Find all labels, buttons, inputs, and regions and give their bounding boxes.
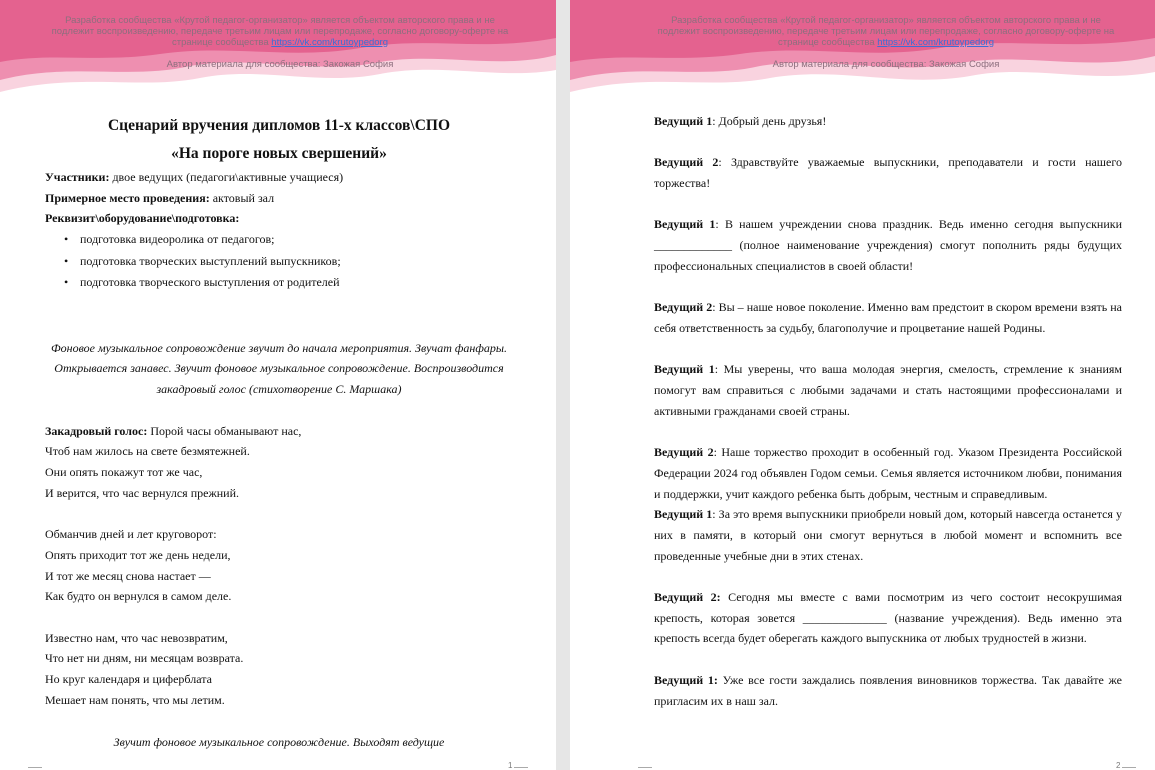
page-number: 1 bbox=[508, 761, 513, 770]
document-title: Сценарий вручения дипломов 11-х классов\СПО bbox=[107, 117, 451, 134]
poem bbox=[45, 421, 513, 711]
speaker-label: Ведущий 2 bbox=[654, 300, 713, 315]
list-item: • подготовка творческого выступления от родителей bbox=[80, 272, 513, 294]
participants-value: двое ведущих (педагоги\активные учащиеся) bbox=[109, 170, 344, 184]
closing-stage-direction: Звучит фоновое музыкальное сопровождение. Выходят ведущие bbox=[113, 734, 445, 749]
community-link[interactable]: https://vk.com/krutoypedorg bbox=[271, 37, 388, 48]
speaker-label: Ведущий 1 bbox=[654, 114, 713, 128]
poem-line: Что нет ни дням, ни месяцам возврата. bbox=[45, 651, 244, 666]
page-1-content bbox=[45, 116, 513, 752]
place-label: Примерное место проведения: bbox=[45, 190, 210, 205]
stage-direction: Фоновое музыкальное сопровождение звучит до начала мероприятия. Звучат фанфары. Открывается занавес. Звучит фоновое музыкальное сопровождение. Воспроизводится закадровый голос (стихотворение С. Маршака) bbox=[50, 340, 508, 397]
participants-label: Участники: bbox=[45, 170, 110, 184]
event-meta bbox=[45, 167, 513, 229]
dialogue-paragraph bbox=[654, 587, 1122, 649]
speaker-label: Ведущий 2 bbox=[654, 155, 719, 170]
poem-stanza-3 bbox=[45, 628, 513, 711]
poem-stanza-2 bbox=[45, 524, 513, 607]
dialogue-text: : Мы уверены, что ваша молодая энергия, смелость, стремление к знаниям помогут вам справиться с любыми задачами и стать настоящими профессионалами и активными гражданами своей страны. bbox=[654, 362, 1123, 418]
dialogue-text: : За это время выпускники приобрели новый дом, который навсегда останется у них в памяти, в который они смогут вернуться в любой момент и вспомнить все проведенные учебные дни в этих стенах. bbox=[654, 507, 1122, 563]
speaker-label: Ведущий 1 bbox=[654, 362, 715, 377]
dialogue-paragraph bbox=[654, 214, 1122, 276]
poem-line: Чтоб нам жилось на свете безмятежней. bbox=[45, 444, 250, 459]
page-corner-mark bbox=[28, 767, 42, 768]
list-item: • подготовка видеоролика от педагогов; bbox=[80, 229, 513, 251]
document-page-1 bbox=[0, 0, 556, 770]
author-credit: Автор материала для сообщества: Закожая София bbox=[166, 59, 394, 70]
dialogue-text: : Наше торжество проходит в особенный год. Указом Президента Российской Федерации 2024 год объявлен Годом семьи. Семья является источником любви, понимания и поддержки, учит каждого ребенка быть добрым, честным и справедливым. bbox=[654, 445, 1122, 501]
poem-line: И тот же месяц снова настает — bbox=[45, 568, 211, 583]
dialogue-text: Сегодня мы вместе с вами посмотрим из чего состоит несокрушимая крепость, которая зовется ______________ (название учреждения). Ведь именно эта крепость всегда будет оберегать каждого выпускника от любых трудностей в жизни. bbox=[654, 590, 1122, 646]
poem-line: И верится, что час вернулся прежний. bbox=[45, 485, 240, 500]
speaker-label: Ведущий 1: bbox=[654, 672, 718, 687]
dialogue-text: : Вы – наше новое поколение. Именно вам предстоит в скором времени взять на себя ответственность за судьбу, благополучие и процветание нашей Родины. bbox=[654, 300, 1122, 335]
page-corner-mark bbox=[638, 767, 652, 768]
props-label: Реквизит\оборудование\подготовка: bbox=[45, 211, 240, 226]
dialogue-text: : Здравствуйте уважаемые выпускники, преподаватели и гости нашего торжества! bbox=[654, 155, 1122, 191]
copyright-notice bbox=[656, 15, 1116, 48]
voice-label: Закадровый голос: bbox=[45, 423, 148, 438]
poem-line: Они опять покажут тот же час, bbox=[45, 465, 203, 480]
document-subtitle: «На пороге новых свершений» bbox=[171, 145, 387, 162]
dialogue-paragraph bbox=[654, 442, 1122, 504]
poem-line: Но круг календаря и циферблата bbox=[45, 672, 212, 687]
copyright-text: Разработка сообщества «Крутой педагог-организатор» является объектом авторского права и не подлежит воспроизведению, передаче третьим лицам или перепродаже, согласно договору-оферте на странице сообщества bbox=[657, 15, 1115, 48]
poem-line bbox=[45, 421, 513, 442]
place-line bbox=[45, 188, 513, 209]
dialogue-paragraph bbox=[654, 152, 1122, 193]
dialogue-text: Уже все гости заждались появления виновников торжества. Так давайте же пригласим их в наш зал. bbox=[654, 672, 1122, 708]
poem-line: Мешает нам понять, что мы летим. bbox=[45, 692, 225, 707]
props-list bbox=[45, 229, 513, 294]
props-line bbox=[45, 208, 513, 229]
dialogue-text: : Добрый день друзья! bbox=[712, 114, 827, 128]
dialogue-paragraph bbox=[654, 670, 1122, 711]
list-item: • подготовка творческих выступлений выпускников; bbox=[80, 251, 513, 273]
speaker-label: Ведущий 2: bbox=[654, 590, 721, 605]
copyright-notice bbox=[50, 15, 510, 48]
participants-line bbox=[45, 167, 513, 188]
author-credit: Автор материала для сообщества: Закожая София bbox=[772, 59, 1000, 70]
poem-line: Как будто он вернулся в самом деле. bbox=[45, 589, 232, 604]
dialogue-paragraph bbox=[654, 359, 1122, 421]
copyright-text: Разработка сообщества «Крутой педагог-организатор» является объектом авторского права и не подлежит воспроизведению, передаче третьим лицам или перепродаже, согласно договору-оферте на странице сообщества bbox=[51, 15, 509, 48]
speaker-label: Ведущий 1 bbox=[654, 507, 713, 522]
poem-line-text: Порой часы обманывают нас, bbox=[147, 423, 302, 438]
page-2-content bbox=[654, 111, 1122, 732]
page-corner-mark bbox=[514, 767, 528, 768]
page-number: 2 bbox=[1116, 761, 1121, 770]
dialogue-paragraph bbox=[654, 111, 1122, 132]
speaker-label: Ведущий 1 bbox=[654, 217, 716, 232]
community-link[interactable]: https://vk.com/krutoypedorg bbox=[877, 37, 994, 48]
page-corner-mark bbox=[1122, 767, 1136, 768]
dialogue-text: : В нашем учреждении снова праздник. Ведь именно сегодня выпускники _____________ (полное наименование учреждения) смогут пополнить ряды будущих профессиональных специалистов в своей области! bbox=[654, 217, 1122, 273]
poem-line: Обманчив дней и лет круговорот: bbox=[45, 527, 217, 542]
document-page-2 bbox=[570, 0, 1155, 770]
speaker-label: Ведущий 2 bbox=[654, 445, 714, 460]
poem-line: Опять приходит тот же день недели, bbox=[45, 547, 231, 562]
dialogue-paragraph bbox=[654, 504, 1122, 566]
poem-line: Известно нам, что час невозвратим, bbox=[45, 630, 228, 645]
place-value: актовый зал bbox=[209, 190, 275, 205]
dialogue-paragraph bbox=[654, 297, 1122, 338]
